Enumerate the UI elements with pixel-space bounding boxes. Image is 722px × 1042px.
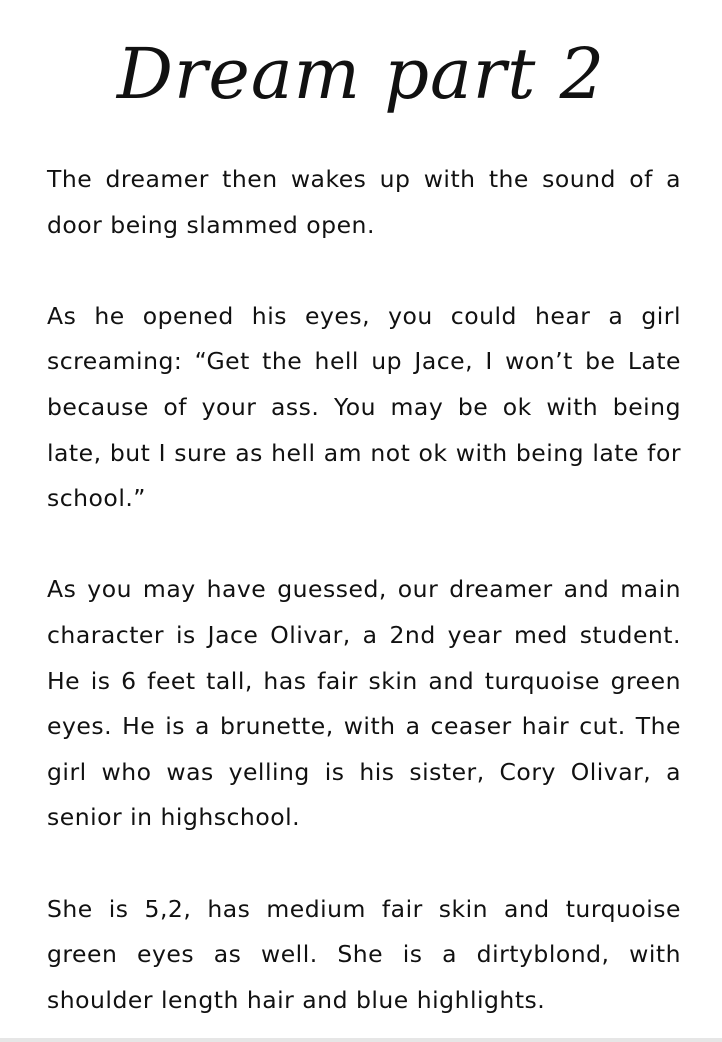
page-title: Dream part 2 — [116, 33, 606, 115]
paragraph-2: As he opened his eyes, you could hear a girl screaming: “Get the hell up Jace, I won’t be Late because of your ass. You may be ok with being late, but I sure as hell am not ok with being late for school.” — [47, 301, 681, 513]
paragraph-3: As you may have guessed, our dreamer and main character is Jace Olivar, a 2nd year med student. He is 6 feet tall, has fair skin and turquoise green eyes. He is a brunette, with a ceaser hair cut. The girl who was yelling is his sister, Cory Olivar, a senior in highschool. — [47, 575, 681, 832]
paragraph-1: The dreamer then wakes up with the sound of a door being slammed open. — [47, 165, 681, 239]
story-body — [47, 157, 681, 1023]
paragraph-4: She is 5,2, has medium fair skin and turquoise green eyes as well. She is a dirtyblond, with shoulder length hair and blue highlights. — [47, 894, 681, 1014]
page-bottom-edge — [0, 1038, 722, 1042]
